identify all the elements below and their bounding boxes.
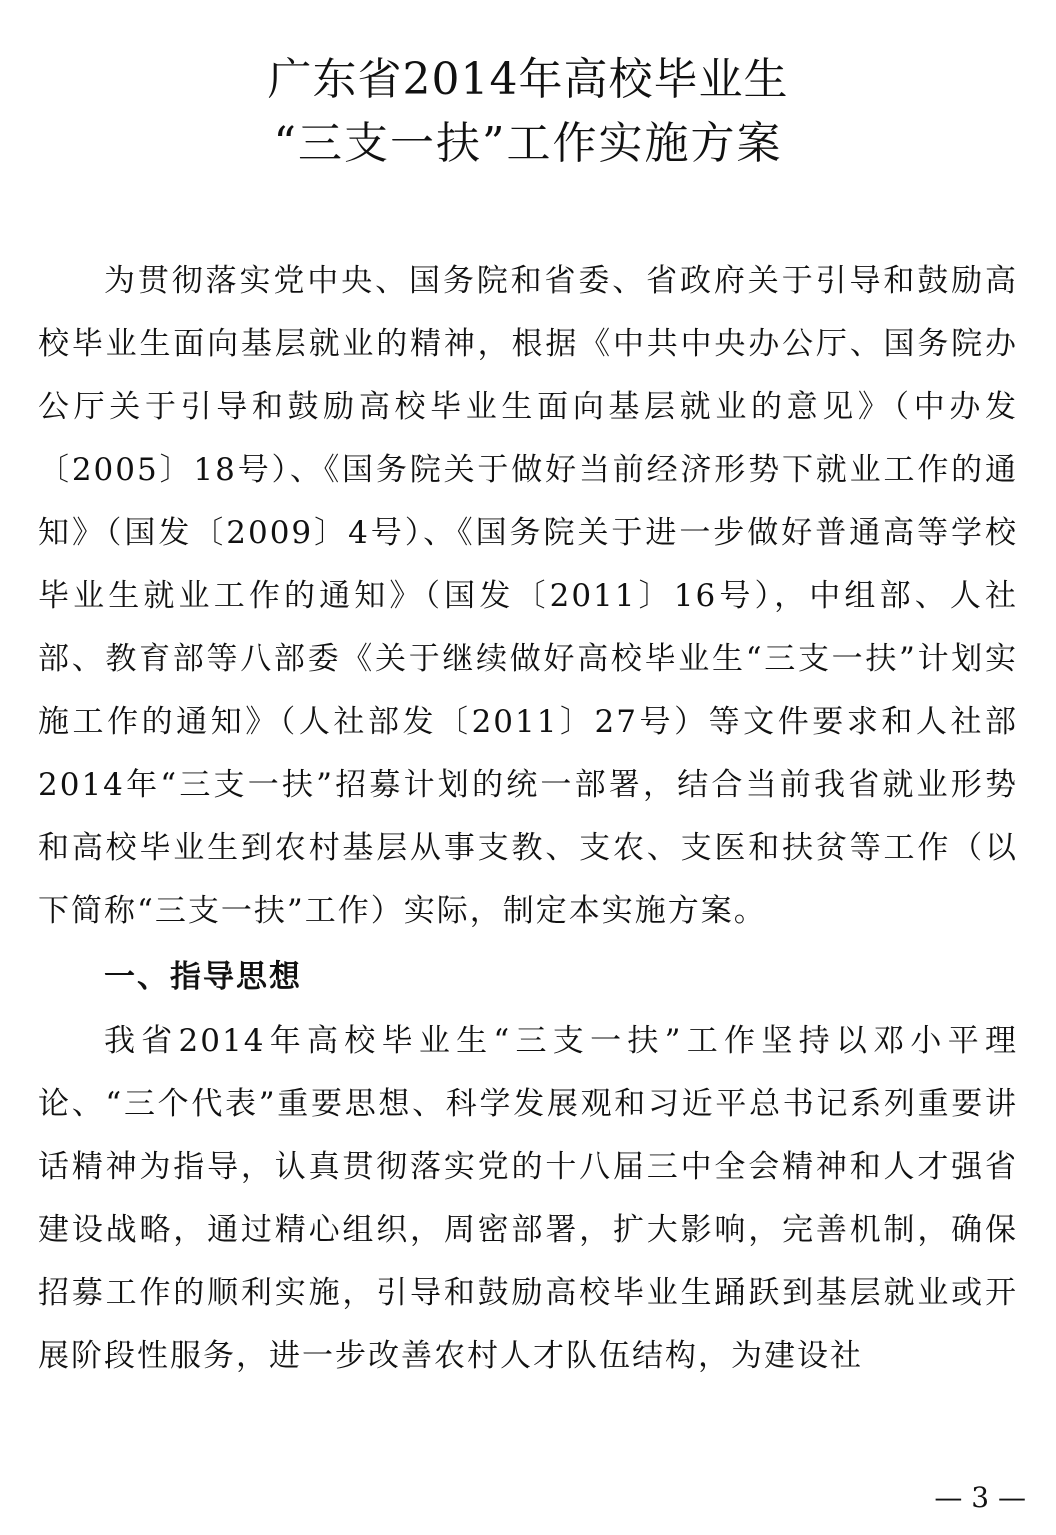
intro-paragraph: 为贯彻落实党中央、国务院和省委、省政府关于引导和鼓励高校毕业生面向基层就业的精神，根据《中共中央办公厅、国务院办公厅关于引导和鼓励高校毕业生面向基层就业的意见》（中办发〔2005〕18号）、《国务院关于做好当前经济形势下就业工作的通知》（国发〔2009〕4号）、《国务院关于进一步做好普通高等学校毕业生就业工作的通知》（国发〔2011〕16号），中组部、人社部、教育部等八部委《关于继续做好高校毕业生“三支一扶”计划实施工作的通知》（人社部发〔2011〕27号）等文件要求和人社部2014年“三支一扶”招募计划的统一部署，结合当前我省就业形势和高校毕业生到农村基层从事支教、支农、支医和扶贫等工作（以下简称“三支一扶”工作）实际，制定本实施方案。 — [38, 263, 1018, 929]
document-title-line-1: 广东省2014年高校毕业生 — [267, 54, 789, 105]
guiding-ideology-paragraph: 我省2014年高校毕业生“三支一扶”工作坚持以邓小平理论、“三个代表”重要思想、科学发展观和习近平总书记系列重要讲话精神为指导，认真贯彻落实党的十八届三中全会精神和人才强省建设战略，通过精心组织，周密部署，扩大影响，完善机制，确保招募工作的顺利实施，引导和鼓励高校毕业生踊跃到基层就业或开展阶段性服务，进一步改善农村人才队伍结构，为建设社 — [38, 1023, 1018, 1374]
page-number: — 3 — — [934, 1481, 1026, 1514]
section-heading-guiding-ideology: 一、指导思想 — [104, 959, 302, 995]
document-title-line-2: “三支一扶”工作实施方案 — [273, 118, 783, 169]
